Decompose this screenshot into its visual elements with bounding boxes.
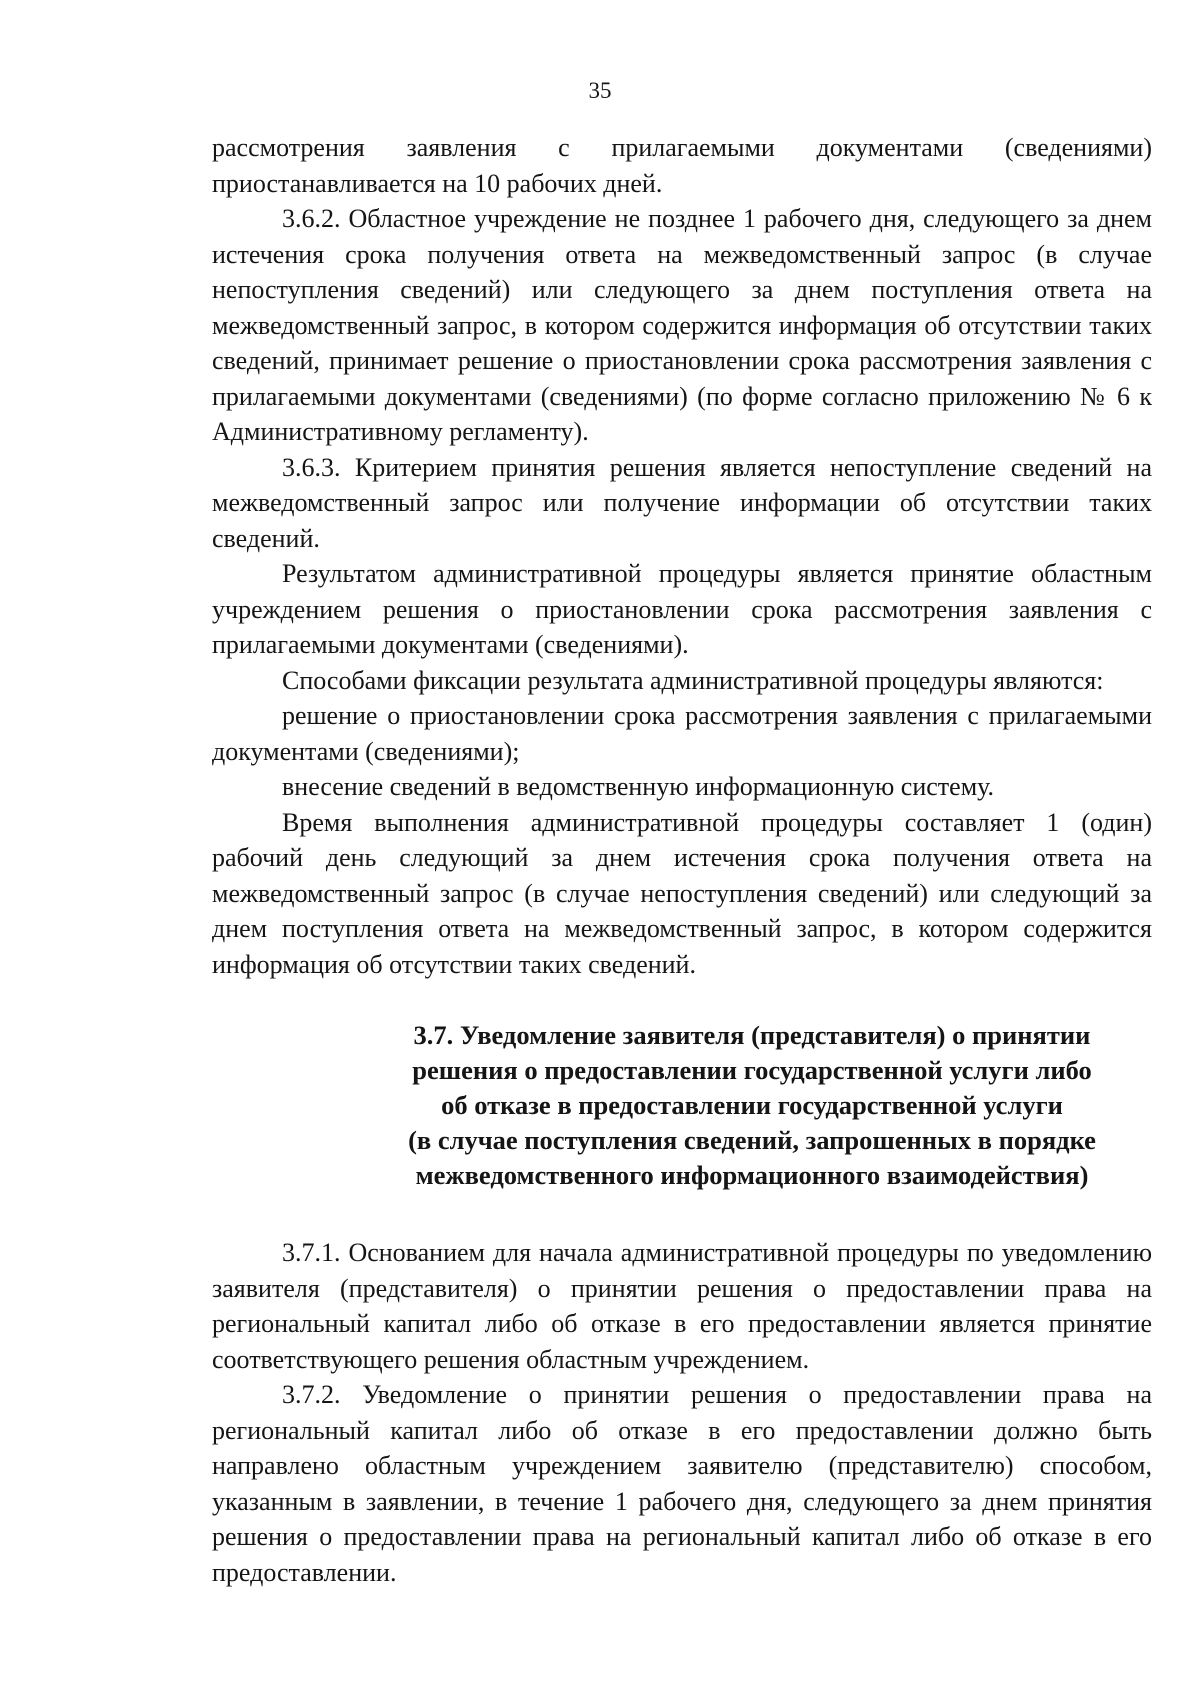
paragraph-result: Результатом административной процедуры является принятие областным учреждением решения о приостановлении срока рассмотрения заявления с прилагаемыми документами (сведениями).	[212, 559, 1152, 659]
paragraph-3-6-3: 3.6.3. Критерием принятия решения является непоступление сведений на межведомственный запрос или получение информации об отсутствии таких сведений.	[212, 452, 1152, 553]
heading-line: решения о предоставлении государственной услуги либо	[412, 1055, 1092, 1085]
heading-line: (в случае поступления сведений, запрошенных в порядке	[408, 1125, 1096, 1155]
paragraph-continuation: рассмотрения заявления с прилагаемыми документами (сведениями) приостанавливается на 10 рабочих дней.	[212, 133, 1152, 198]
paragraph-3-6-2: 3.6.2. Областное учреждение не позднее 1 рабочего дня, следующего за днем истечения срока получения ответа на межведомственный запрос (в случае непоступления сведений) или следующего за днем поступления ответа на межведомственный запрос, в котором содержится информация об отсутствии таких сведений, принимает решение о приостановлении срока рассмотрения заявления с прилагаемыми документами (сведениями) (по форме согласно приложению № 6 к Административному регламенту).	[212, 204, 1152, 446]
list-item-decision: решение о приостановлении срока рассмотрения заявления с прилагаемыми документами (сведениями);	[212, 701, 1152, 766]
heading-line: 3.7. Уведомление заявителя (представителя) о принятии	[413, 1020, 1091, 1050]
page-number: 35	[588, 78, 612, 103]
heading-line: межведомственного информационного взаимодействия)	[415, 1160, 1089, 1190]
paragraph-3-7-1: 3.7.1. Основанием для начала административной процедуры по уведомлению заявителя (представителя) о принятии решения о предоставлении права на региональный капитал либо об отказе в его предоставлении является принятие соответствующего решения областным учреждением.	[212, 1238, 1152, 1374]
section-heading-3-7	[212, 1018, 1152, 1193]
document-body	[212, 130, 1152, 1590]
paragraph-execution-time: Время выполнения административной процедуры составляет 1 (один) рабочий день следующий за днем истечения срока получения ответа на межведомственный запрос (в случае непоступления сведений) или следующий за днем поступления ответа на межведомственный запрос, в котором содержится информация об отсутствии таких сведений.	[212, 807, 1152, 979]
heading-line: об отказе в предоставлении государственной услуги	[441, 1090, 1063, 1120]
paragraph-fixation-methods: Способами фиксации результата административной процедуры являются:	[282, 665, 1104, 695]
list-item-system-entry: внесение сведений в ведомственную информационную систему.	[282, 772, 995, 801]
paragraph-3-7-2: 3.7.2. Уведомление о принятии решения о предоставлении права на региональный капитал либо об отказе в его предоставлении должно быть направлено областным учреждением заявителю (представителю) способом, указанным в заявлении, в течение 1 рабочего дня, следующего за днем принятия решения о предоставлении права на региональный капитал либо об отказе в его предоставлении.	[212, 1380, 1152, 1587]
